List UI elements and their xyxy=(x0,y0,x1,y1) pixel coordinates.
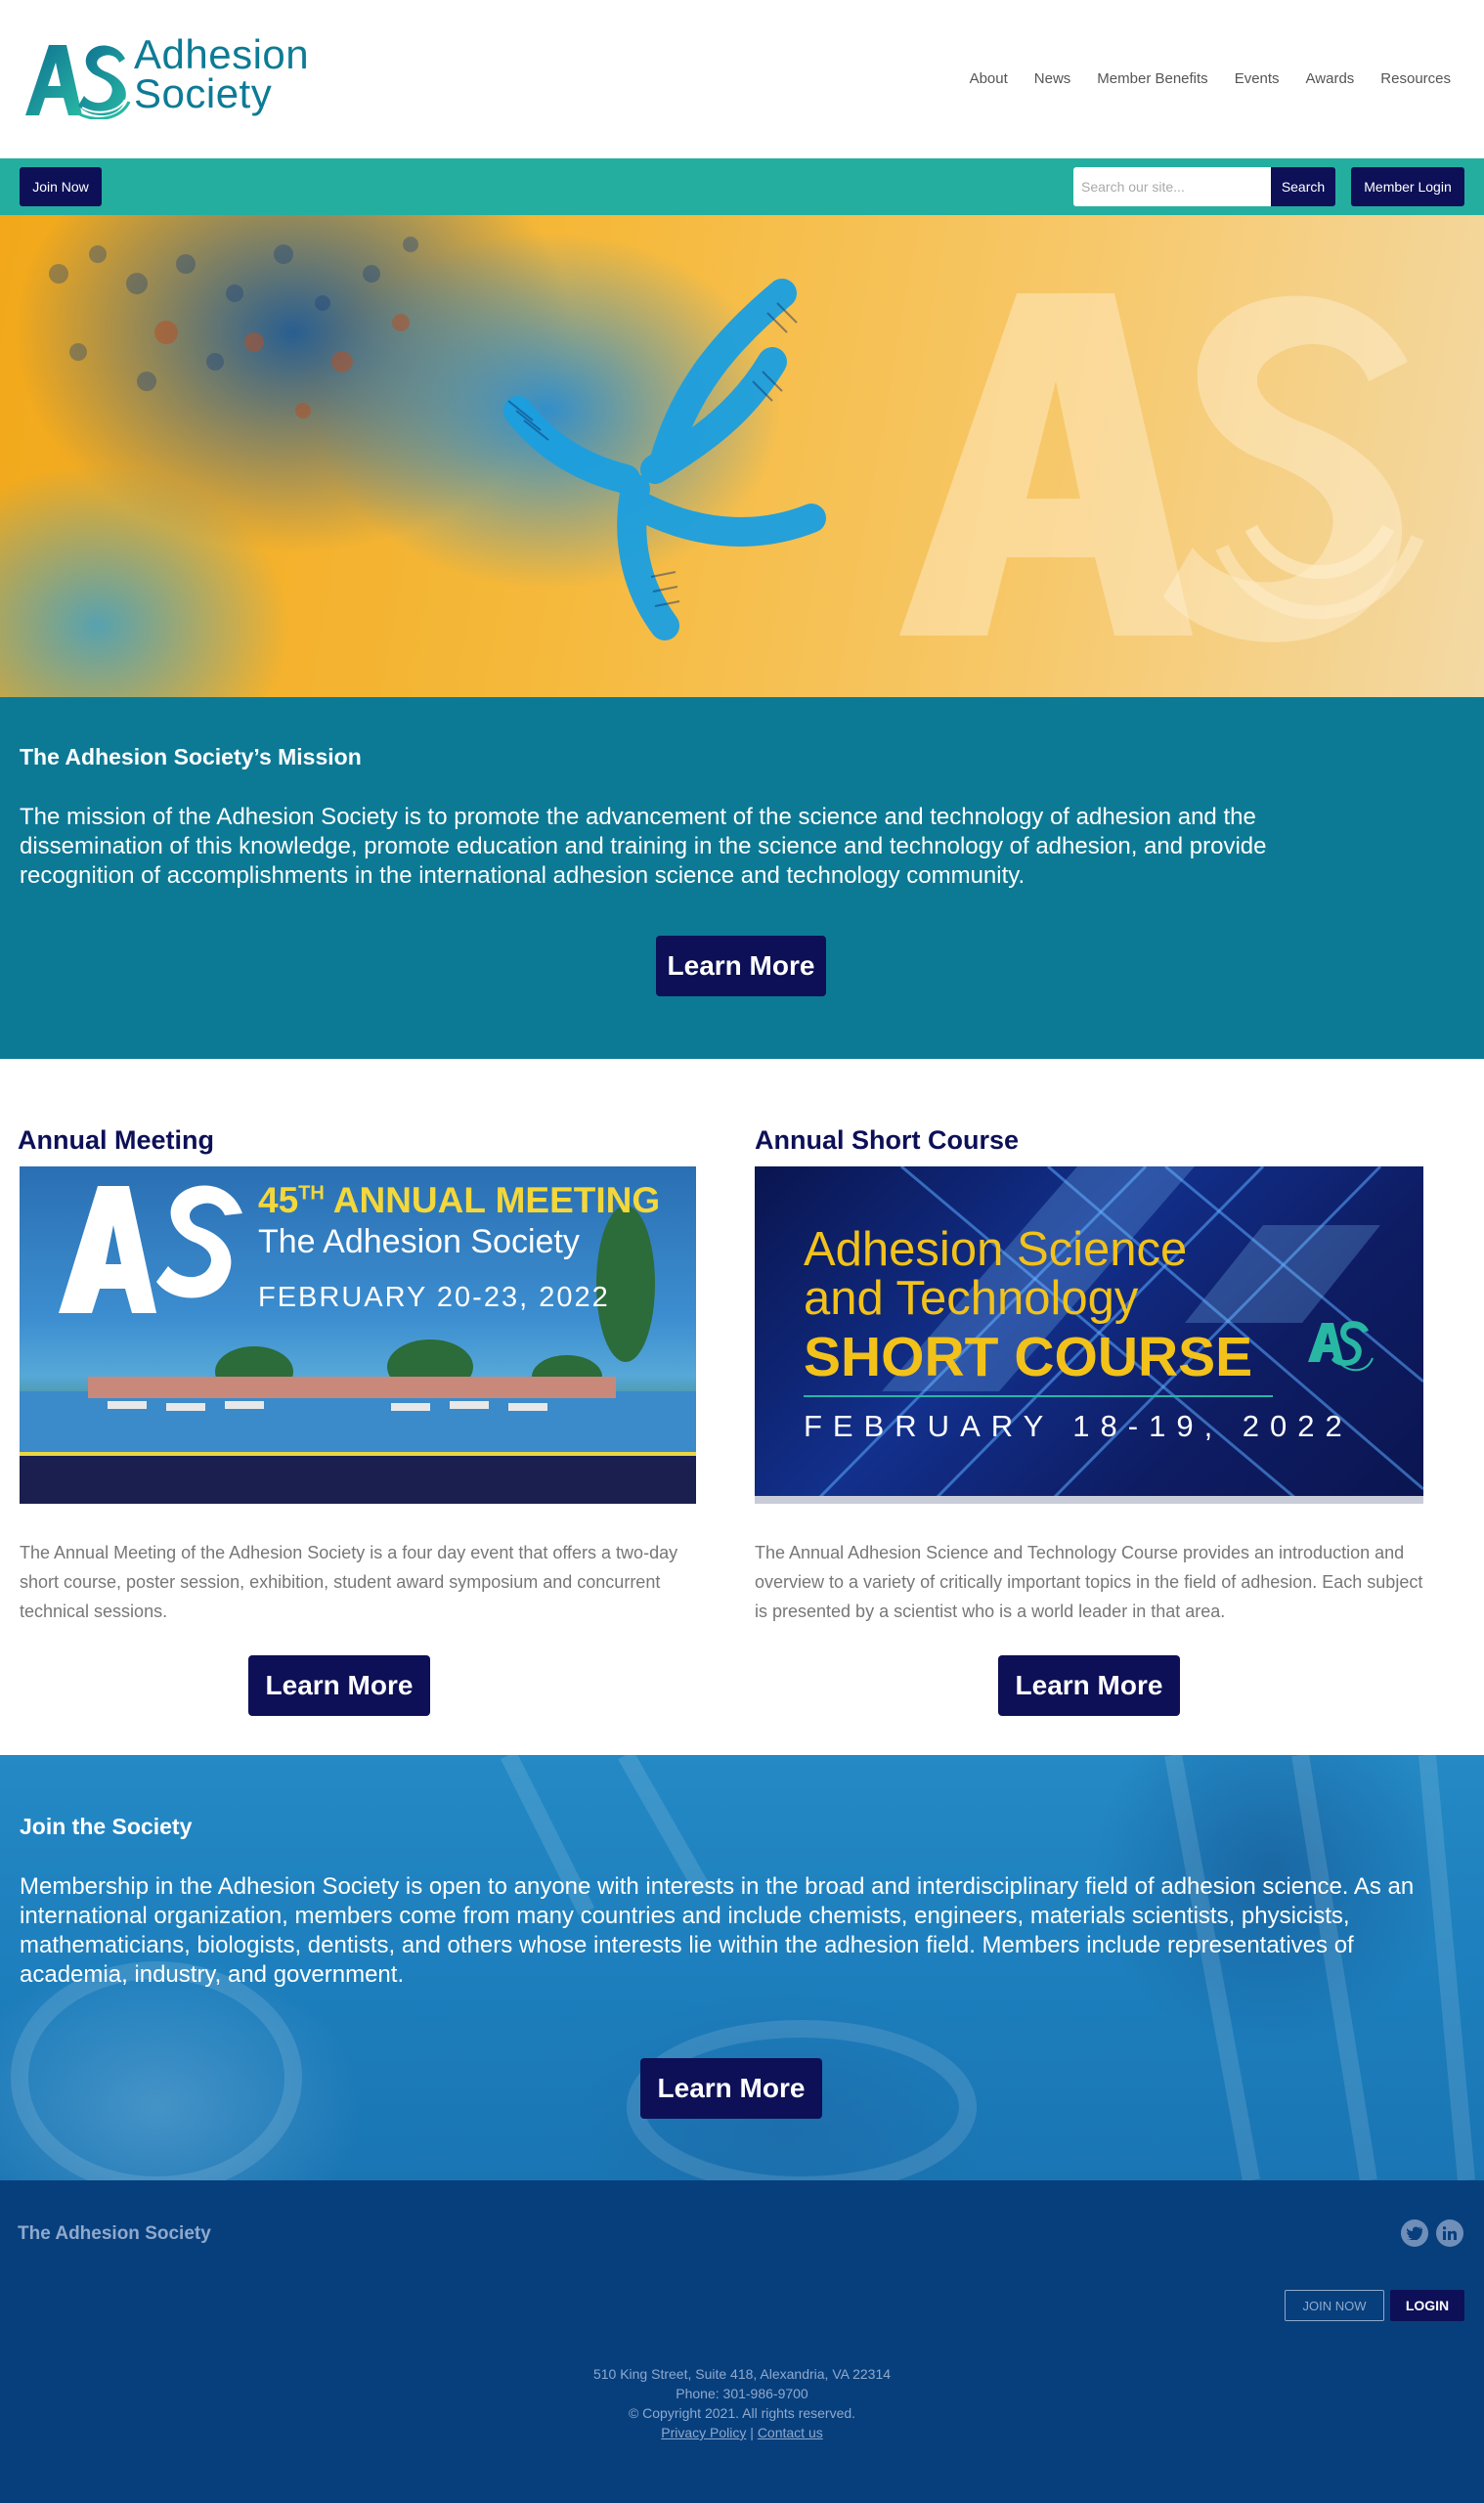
mission-title: The Adhesion Society’s Mission xyxy=(20,744,362,769)
meeting-banner-dates: FEBRUARY 20-23, 2022 xyxy=(258,1282,610,1313)
mission-body: The mission of the Adhesion Society is to promote the advancement of the science and technology of adhesion and the dissemination of this knowledge, promote education and training in the science and technology of adhesion, and provide recognition of accomplishments in the international adhesion science and technology community. xyxy=(20,804,1267,889)
hero-as-watermark xyxy=(899,274,1427,655)
site-footer xyxy=(0,2180,1484,2503)
mission-learn-more-button[interactable]: Learn More xyxy=(656,936,826,996)
footer-brand: The Adhesion Society xyxy=(18,2223,211,2244)
nav-about[interactable]: About xyxy=(969,70,1008,87)
annual-meeting-learn-more-button[interactable]: Learn More xyxy=(248,1655,430,1716)
footer-phone: Phone: 301-986-9700 xyxy=(676,2386,808,2401)
footer-contact-info xyxy=(0,2364,1484,2442)
annual-meeting-banner[interactable] xyxy=(20,1166,696,1504)
join-title: Join the Society xyxy=(20,1814,193,1839)
footer-link-separator: | xyxy=(750,2425,754,2440)
course-banner-line3: SHORT COURSE xyxy=(804,1326,1253,1388)
course-banner-line1: Adhesion Science xyxy=(804,1223,1188,1276)
footer-links xyxy=(0,2423,1484,2442)
footer-copyright: © Copyright 2021. All rights reserved. xyxy=(628,2405,856,2421)
search-button[interactable]: Search xyxy=(1271,167,1335,206)
site-header xyxy=(0,0,1484,158)
footer-join-now-button[interactable]: JOIN NOW xyxy=(1285,2290,1384,2321)
join-learn-more-button[interactable]: Learn More xyxy=(640,2058,822,2119)
mission-section xyxy=(0,697,1484,1059)
short-course-learn-more-button[interactable]: Learn More xyxy=(998,1655,1180,1716)
course-banner-line2: and Technology xyxy=(804,1272,1139,1325)
member-login-button[interactable]: Member Login xyxy=(1351,167,1464,206)
annual-meeting-title: Annual Meeting xyxy=(18,1125,214,1155)
contact-us-link[interactable]: Contact us xyxy=(757,2425,823,2440)
short-course-description: The Annual Adhesion Science and Technology Course provides an introduction and overview to a variety of critically important topics in the field of adhesion. Each subject is presented by a scientist who is a world leader in that area. xyxy=(755,1543,1423,1621)
main-nav xyxy=(970,70,1451,87)
course-banner-dates: FEBRUARY 18-19, 2022 xyxy=(804,1409,1353,1443)
short-course-title: Annual Short Course xyxy=(755,1125,1020,1155)
meeting-banner-headline: 45TH ANNUAL MEETING xyxy=(258,1180,661,1220)
site-name: Adhesion Society xyxy=(134,31,310,116)
hero-image xyxy=(0,215,1484,697)
footer-address: 510 King Street, Suite 418, Alexandria, VA 22314 xyxy=(592,2366,892,2382)
as-logo-icon xyxy=(23,39,131,119)
join-body: Membership in the Adhesion Society is open to anyone with interests in the broad and interdisciplinary field of adhesion science. As an international organization, members come from many countries and include chemists, engineers, materials scientists, physicists, mathematicians, biologists, dentists, and others whose interests lie within the adhesion field. Members include representatives of academia, industry, and government. xyxy=(20,1873,1415,1988)
nav-awards[interactable]: Awards xyxy=(1305,70,1355,87)
search-input[interactable] xyxy=(1073,167,1271,206)
linkedin-icon[interactable] xyxy=(1436,2219,1463,2247)
short-course-banner[interactable] xyxy=(755,1166,1423,1504)
footer-login-button[interactable]: LOGIN xyxy=(1390,2290,1464,2321)
meeting-banner-org: The Adhesion Society xyxy=(258,1223,580,1260)
nav-member-benefits[interactable]: Member Benefits xyxy=(1097,70,1208,87)
join-section xyxy=(0,1755,1484,2180)
privacy-policy-link[interactable]: Privacy Policy xyxy=(661,2425,747,2440)
join-now-button[interactable]: Join Now xyxy=(20,167,102,206)
nav-news[interactable]: News xyxy=(1033,70,1071,87)
site-logo[interactable] xyxy=(23,31,336,123)
nav-resources[interactable]: Resources xyxy=(1380,70,1451,87)
nav-events[interactable]: Events xyxy=(1234,70,1280,87)
annual-meeting-description: The Annual Meeting of the Adhesion Society is a four day event that offers a two-day short course, poster session, exhibition, student award symposium and concurrent technical sessions. xyxy=(20,1543,678,1621)
utility-bar xyxy=(0,158,1484,215)
twitter-icon[interactable] xyxy=(1401,2219,1428,2247)
